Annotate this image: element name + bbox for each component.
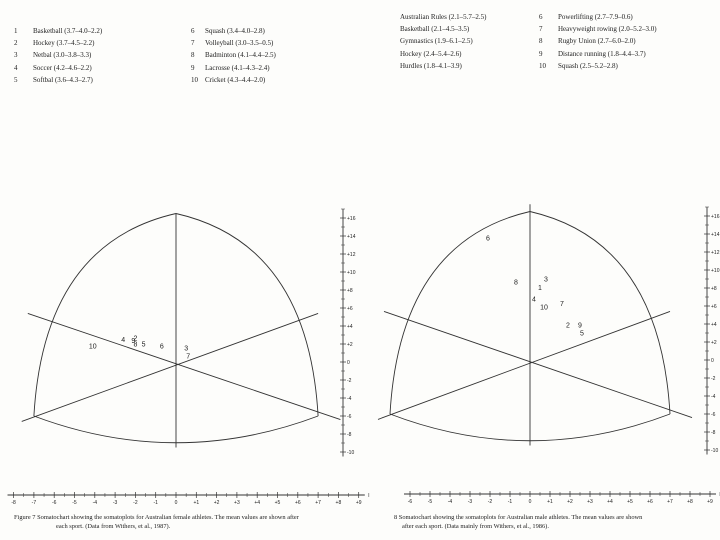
right-chart-x-tick-label: +7 xyxy=(667,499,673,505)
left-legend-col1-item-label: Softbal (3.6–4.3–2.7) xyxy=(33,75,93,84)
right-chart-y-tick-label: +10 xyxy=(711,267,720,274)
left-chart-plot-point-label: 8 xyxy=(133,341,138,349)
left-chart-x-tick-label: +1 xyxy=(193,500,200,506)
left-caption xyxy=(14,513,299,531)
right-chart-y-tick-label: -4 xyxy=(711,393,716,400)
left-legend-col2-item-number: 9 xyxy=(191,63,195,72)
right-chart-plot-point-label: 3 xyxy=(544,276,548,284)
left-chart-x-tick-label: +3 xyxy=(234,500,240,506)
right-chart-x-tick-label: -5 xyxy=(427,499,433,505)
right-legend-col1-item-label: Australian Rules (2.1–5.7–2.5) xyxy=(400,13,487,21)
right-chart-x-tick-label: +2 xyxy=(567,499,573,505)
left-chart-x-tick-label: +9 xyxy=(355,500,362,506)
right-chart-y-tick-label: +12 xyxy=(711,249,720,256)
left-legend-col1-item-number: 2 xyxy=(14,39,18,48)
right-chart-x-tick-label: +6 xyxy=(647,499,653,505)
right-caption-line1: 8 Somatochart showing the somatoplots for Australian male athletes. The mean values are shown xyxy=(394,514,643,521)
right-chart-x-tick-label: +8 xyxy=(687,499,693,505)
left-legend-col2-item-label: Volleyball (3.0–3.5–0.5) xyxy=(205,39,274,48)
left-chart-x-tick-label: +4 xyxy=(254,500,261,506)
right-chart-y-tick-label: +16 xyxy=(711,213,720,220)
right-chart-y-tick-label: -8 xyxy=(711,429,716,436)
right-chart-diagonal-axis-1 xyxy=(378,311,670,419)
right-chart-y-tick-label: -10 xyxy=(711,447,719,454)
left-chart-plot-point-label: 2 xyxy=(133,335,138,343)
right-legend-col1-item-label: Hockey (2.4–5.4–2.6) xyxy=(400,49,462,58)
right-chart-plot-point-label: 4 xyxy=(532,296,536,304)
right-chart-y-tick-label: +6 xyxy=(711,303,717,310)
left-chart-x-tick-label: +7 xyxy=(315,500,321,506)
right-caption-line2: after each sport. (Data mainly from Withers, et al., 1986). xyxy=(402,523,549,530)
right-chart-x-tick-label: -6 xyxy=(407,499,413,505)
left-chart-x-tick-label: -5 xyxy=(72,500,77,506)
left-chart-plot-point-label: 5 xyxy=(141,341,146,349)
left-legend-col2-item-number: 6 xyxy=(191,27,195,35)
right-chart-x-tick-label: +5 xyxy=(627,499,633,505)
right-legend-col2-item-label: Heavyweight rowing (2.0–5.2–3.0) xyxy=(558,25,657,34)
right-chart-y-tick-label: +4 xyxy=(711,321,717,328)
left-chart-x-tick-label: -6 xyxy=(51,500,57,506)
left-chart-x-tick-label: +6 xyxy=(294,500,301,506)
left-chart-x-tick-label: -4 xyxy=(92,500,98,506)
left-legend-col1-item-label: Basketball (3.7–4.0–2.2) xyxy=(33,27,103,35)
right-chart-x-tick-label: -4 xyxy=(447,499,453,505)
right-chart-boundary-right-arc xyxy=(530,212,670,415)
left-chart-x-tick-label: -8 xyxy=(11,500,16,506)
right-chart-y-tick-label: +8 xyxy=(711,285,717,292)
left-chart-x-tick-label: -2 xyxy=(133,500,138,506)
left-legend-col1-item-label: Netbal (3.0–3.8–3.3) xyxy=(33,51,92,60)
left-chart-diagonal-axis-1 xyxy=(22,313,318,421)
right-legend-col2-item-number: 8 xyxy=(539,37,543,46)
right-chart-x-tick-label: -2 xyxy=(487,499,493,505)
right-chart-diagonal-axis-2 xyxy=(384,311,692,417)
left-chart-x-tick-label: +2 xyxy=(213,500,220,506)
right-chart-y-tick-label: +14 xyxy=(711,231,720,238)
right-legend-col2-item-label: Distance running (1.8–4.4–3.7) xyxy=(558,49,646,58)
right-chart-plot-point-label: 10 xyxy=(540,304,548,312)
left-chart-y-tick-label: -2 xyxy=(347,377,352,384)
left-legend-col2-item-number: 10 xyxy=(191,75,198,84)
left-chart-y-tick-label: +2 xyxy=(347,341,353,348)
right-chart-x-tick-label: +9 xyxy=(707,499,713,505)
right-chart-x-tick-label: +4 xyxy=(607,499,613,505)
right-chart-x-tick-label: -1 xyxy=(507,499,513,505)
right-chart-x-tick-label: +3 xyxy=(587,499,593,505)
left-legend-col2-item-number: 8 xyxy=(191,51,195,60)
left-chart-y-tick-label: -10 xyxy=(347,449,355,456)
left-chart-y-tick-label: +10 xyxy=(347,269,356,276)
left-chart-plot-point-label: 9 xyxy=(131,338,136,346)
right-chart-plot-point-label: 9 xyxy=(578,322,582,330)
right-legend-col1-item-label: Basketball (2.1–4.5–3.5) xyxy=(400,25,470,34)
left-chart-y-tick-label: +16 xyxy=(347,215,356,222)
left-chart-y-tick-label: +12 xyxy=(347,251,356,258)
left-legend-col1-item-number: 1 xyxy=(14,27,18,35)
right-legend-col1-item-label: Hurdles (1.8–4.1–3.9) xyxy=(400,61,462,70)
right-legend-col2-item-number: 9 xyxy=(539,49,543,58)
right-chart-plot-point-label: 7 xyxy=(560,301,564,308)
left-legend-col2-item-label: Lacrosse (4.1–4.3–2.4) xyxy=(205,63,270,72)
left-legend-col1-item-number: 3 xyxy=(14,51,18,60)
right-legend-col2-item-number: 10 xyxy=(539,61,546,70)
left-chart-plot-point-label: 6 xyxy=(159,343,164,351)
left-legend-col2-item-label: Badminton (4.1–4.4–2.5) xyxy=(205,51,276,60)
left-caption-line2: each sport. (Data from Withers, et al., 1987). xyxy=(56,523,171,530)
right-chart-boundary-left-arc xyxy=(390,212,530,415)
right-chart-y-tick-label: -2 xyxy=(711,375,716,382)
right-chart-y-tick-label: 0 xyxy=(711,357,714,364)
left-chart-plot-point-label: 7 xyxy=(186,353,191,361)
left-chart-x-tick-label: -1 xyxy=(153,500,158,506)
right-chart-plot-point-label: 1 xyxy=(538,284,542,292)
left-legend-col2-item-label: Squash (3.4–4.0–2.8) xyxy=(205,27,265,35)
left-chart-boundary-right-arc xyxy=(176,214,318,417)
right-chart-x-tick-label: -3 xyxy=(467,499,473,505)
left-chart-x-tick-label: -7 xyxy=(31,500,37,506)
left-chart-y-tick-label: +8 xyxy=(347,287,353,294)
left-legend-col1-item-label: Hockey (3.7–4.5–2.2) xyxy=(33,39,95,48)
left-chart-plot-point-label: 3 xyxy=(184,345,189,353)
left-chart-diagonal-axis-2 xyxy=(28,313,341,419)
left-chart-y-tick-label: +6 xyxy=(347,305,353,312)
left-chart-plot-point-label: 10 xyxy=(88,343,97,351)
right-legend-col2-item-label: Squash (2.5–5.2–2.8) xyxy=(558,61,618,70)
right-legend-col2-item-number: 7 xyxy=(539,25,543,34)
left-legend-col2-item-number: 7 xyxy=(191,39,195,48)
left-chart-boundary-left-arc xyxy=(34,214,176,417)
right-chart-plot-point-label: 2 xyxy=(566,322,570,330)
left-chart-y-tick-label: -6 xyxy=(347,413,352,420)
left-legend-col1-item-label: Soccer (4.2–4.6–2.2) xyxy=(33,63,92,72)
left-chart-x-tick-label: +5 xyxy=(274,500,281,506)
right-chart-plot-point-label: 5 xyxy=(580,330,584,338)
left-chart-plot-point-label: 4 xyxy=(121,337,126,345)
right-chart-y-tick-label: -6 xyxy=(711,411,716,418)
right-legend-col1-item-label: Gymnastics (1.9–6.1–2.5) xyxy=(400,37,473,46)
right-chart-y-tick-label: +2 xyxy=(711,339,717,346)
right-legend-col2-item-number: 6 xyxy=(539,13,543,21)
left-chart-y-tick-label: 0 xyxy=(347,359,350,366)
left-chart-y-tick-label: +4 xyxy=(347,323,353,330)
right-legend-col2-item-label: Rugby Union (2.7–6.0–2.0) xyxy=(558,37,636,46)
left-chart-x-tick-label: -3 xyxy=(112,500,118,506)
left-chart-y-tick-label: -4 xyxy=(347,395,352,402)
left-chart-y-tick-label: +14 xyxy=(347,233,356,240)
right-legend-col2-item-label: Powerlifting (2.7–7.9–0.6) xyxy=(558,13,633,21)
right-chart-plot-point-label: 8 xyxy=(514,279,518,287)
left-legend-col1-item-number: 4 xyxy=(14,63,18,72)
right-chart-x-tick-label: +1 xyxy=(547,499,553,505)
left-chart-x-tick-label: 0 xyxy=(174,500,178,506)
left-legend-col2-item-label: Cricket (4.3–4.4–2.0) xyxy=(205,75,266,84)
right-chart-plot-point-label: 6 xyxy=(486,235,490,243)
left-chart-y-tick-label: -8 xyxy=(347,431,352,438)
right-caption xyxy=(394,513,642,531)
right-chart-x-tick-label: 0 xyxy=(528,499,532,505)
left-legend-col1-item-number: 5 xyxy=(14,75,18,84)
left-chart-x-tick-label: +8 xyxy=(335,500,342,506)
left-caption-line1: Figure 7 Somatochart showing the somatoplots for Australian female athletes. The mean values are shown after xyxy=(14,514,299,521)
